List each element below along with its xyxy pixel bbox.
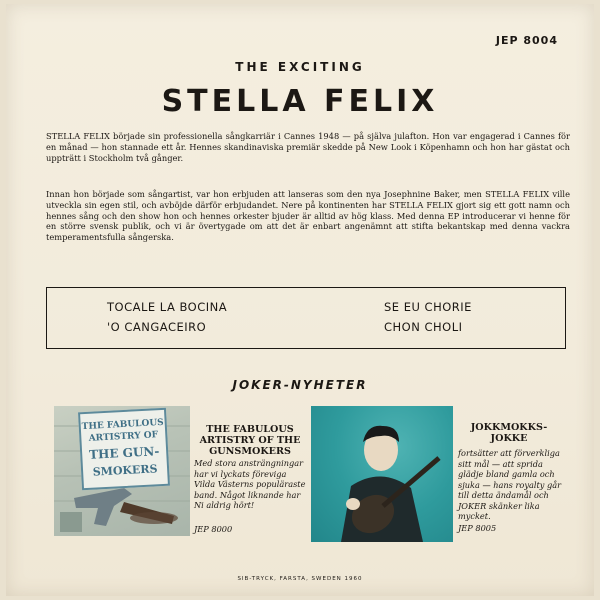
release-2-description: fortsätter att förverkliga sitt mål — att sprida glädje bland gamla och sjuka — hans royalty går till detta ändamål och JOKER skänker lika mycket. bbox=[458, 448, 562, 521]
section-heading: JOKER-NYHETER bbox=[232, 378, 368, 392]
track-b2: CHON CHOLI bbox=[384, 320, 463, 334]
guitar-player-icon bbox=[311, 406, 453, 542]
record-sleeve-back bbox=[6, 4, 594, 596]
track-list-box bbox=[46, 287, 566, 349]
liner-notes-paragraph-2: Innan hon började som sångartist, var hon erbjuden att lanseras som den nya Josephnine Baker, men STELLA FELIX ville utveckla sin egen stil, och avböjde därför erbjudandet. Nere på kontinenten har STELLA FELIX gjort sig ett gott namn och hennes sång och den show hon och hennes orkester bjuder är alltid av hög klass. Med denna EP introducerar vi henne för en större svensk publik, och vi är övertygade om att det är enbart angenämnt att stifta bekantskap med denna vackra temperamentsfulla sångerska. bbox=[46, 189, 570, 243]
track-b1: SE EU CHORIE bbox=[384, 300, 472, 314]
poster-line-3: THE GUN- bbox=[88, 444, 160, 462]
poster-line-4: SMOKERS bbox=[92, 462, 158, 479]
printer-credit: SIB-TRYCK, FARSTA, SWEDEN 1960 bbox=[237, 576, 363, 582]
jokkmokks-jokke-photo bbox=[311, 406, 453, 542]
liner-notes-paragraph-1: STELLA FELIX började sin professionella sångkarriär i Cannes 1948 — på själva julafton. Hon var engagerad i Cannes för en månad — hon stannade ett år. Hennes skandinaviska premiär skedde på New Look i Köpenhamn och hon har gästat och uppträtt i Stockholm två gånger. bbox=[46, 131, 570, 163]
poster-line-1: THE FABULOUS bbox=[81, 417, 164, 433]
release-2-title: JOKKMOKKS-JOKKE bbox=[470, 422, 548, 444]
gunsmokers-cover-image bbox=[54, 406, 190, 536]
release-1-catalog: JEP 8000 bbox=[194, 524, 233, 534]
catalog-number: JEP 8004 bbox=[495, 34, 558, 47]
pre-title: THE EXCITING bbox=[235, 60, 365, 74]
gunsmokers-poster bbox=[78, 408, 170, 490]
release-1-title: THE FABULOUS ARTISTRY OF THE GUNSMOKERS bbox=[199, 424, 301, 457]
release-2-catalog: JEP 8005 bbox=[458, 523, 497, 533]
track-a2: 'O CANGACEIRO bbox=[107, 320, 207, 334]
release-1-description: Med stora ansträngningar har vi lyckats föreviga Vilda Västerns populäraste band. Något liknande har Ni aldrig hört! bbox=[194, 458, 306, 510]
track-a1: TOCALE LA BOCINA bbox=[107, 300, 228, 314]
poster-line-2: ARTISTRY OF bbox=[88, 430, 159, 444]
album-title: STELLA FELIX bbox=[161, 84, 439, 119]
